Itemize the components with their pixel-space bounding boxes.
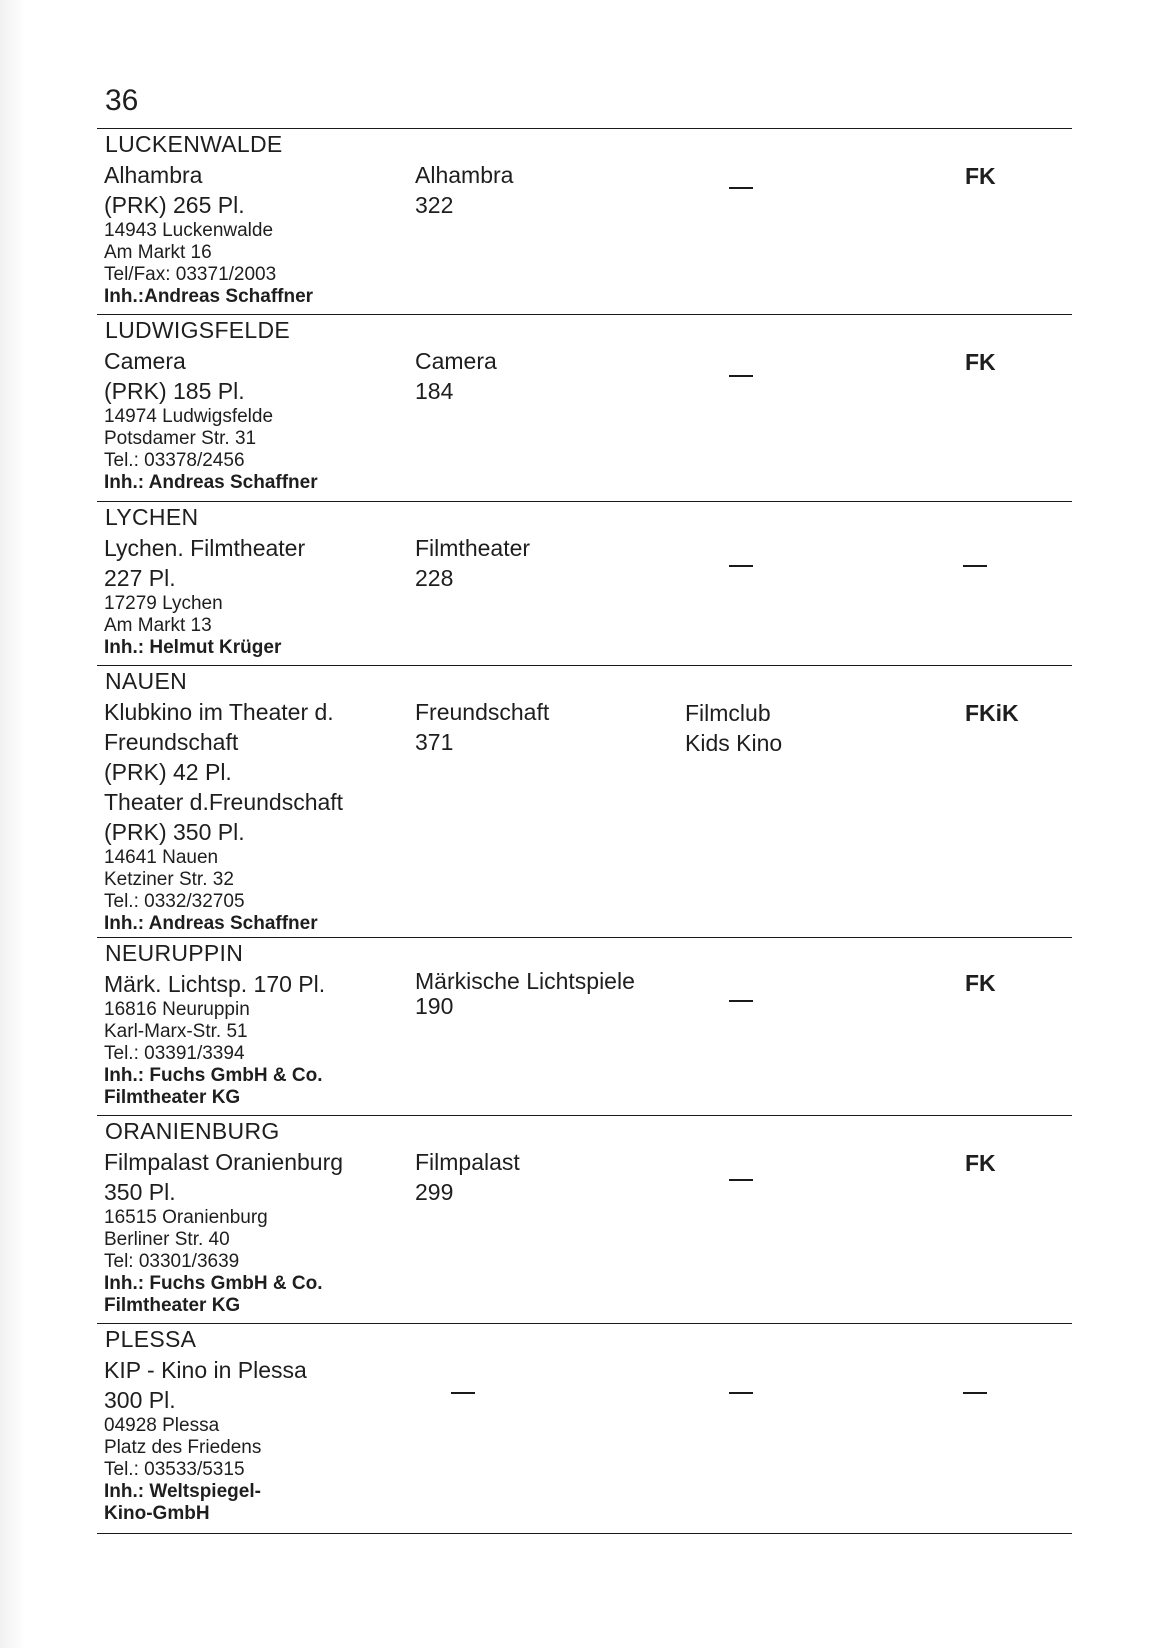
- empty-dash: [451, 1392, 475, 1394]
- cinema-entry: [97, 1324, 1072, 1534]
- address-line: Tel.: 0332/32705: [104, 891, 245, 912]
- cinema-name-line: 227 Pl.: [104, 565, 176, 591]
- owner-line: Inh.:Andreas Schaffner: [104, 286, 314, 307]
- owner-line: Inh.: Andreas Schaffner: [104, 913, 318, 934]
- col2-line: Filmpalast: [415, 1149, 520, 1175]
- city-name: LUDWIGSFELDE: [105, 317, 291, 343]
- city-name: ORANIENBURG: [105, 1118, 280, 1144]
- address-line: 16816 Neuruppin: [104, 999, 250, 1020]
- col2-line: Camera: [415, 348, 497, 374]
- column-2: [415, 160, 513, 220]
- category-code: FK: [965, 163, 996, 189]
- cinema-name-line: Alhambra: [104, 162, 203, 188]
- address-line: Platz des Friedens: [104, 1437, 262, 1458]
- category-code: FK: [965, 970, 996, 996]
- owner-line: Inh.: Andreas Schaffner: [104, 472, 318, 493]
- cinema-details: [104, 160, 404, 308]
- address-line: 17279 Lychen: [104, 593, 223, 614]
- col2-line: 299: [415, 1179, 454, 1205]
- cinema-name-line: Camera: [104, 348, 186, 374]
- address-line: Tel.: 03378/2456: [104, 450, 245, 471]
- col2-line: Märkische Lichtspiele: [415, 968, 635, 994]
- address-line: Karl-Marx-Str. 51: [104, 1021, 248, 1042]
- address-line: 16515 Oranienburg: [104, 1207, 268, 1228]
- cinema-name-line: Klubkino im Theater d.: [104, 699, 334, 725]
- address-line: Am Markt 13: [104, 615, 212, 636]
- address-line: 14641 Nauen: [104, 847, 219, 868]
- cinema-details: [104, 1147, 404, 1317]
- col2-line: 322: [415, 192, 454, 218]
- category-code: FKiK: [965, 700, 1019, 726]
- cinema-entry: [97, 315, 1072, 502]
- cinema-details: [104, 533, 404, 659]
- column-2: [415, 533, 530, 593]
- empty-dash: [963, 1392, 987, 1394]
- column-2: [415, 969, 635, 1019]
- address-line: Tel/Fax: 03371/2003: [104, 264, 277, 285]
- cinema-name-line: (PRK) 185 Pl.: [104, 378, 245, 404]
- cinema-name-line: (PRK) 265 Pl.: [104, 192, 245, 218]
- cinema-name-line: Freundschaft: [104, 729, 239, 755]
- empty-dash: [729, 375, 753, 377]
- address-line: Ketziner Str. 32: [104, 869, 234, 890]
- col2-line: 184: [415, 378, 454, 404]
- cinema-entry: [97, 1116, 1072, 1324]
- page-number: 36: [105, 84, 139, 117]
- owner-line: Inh.: Fuchs GmbH & Co.: [104, 1065, 323, 1086]
- col2-line: 371: [415, 729, 454, 755]
- category-code: FK: [965, 1150, 996, 1176]
- col2-line: 190: [415, 993, 454, 1019]
- cinema-details: [104, 697, 404, 935]
- address-line: 14974 Ludwigsfelde: [104, 406, 274, 427]
- address-line: Potsdamer Str. 31: [104, 428, 257, 449]
- address-line: Am Markt 16: [104, 242, 212, 263]
- city-name: LYCHEN: [105, 504, 199, 530]
- owner-line: Kino-GmbH: [104, 1503, 210, 1524]
- scan-edge-shadow: [0, 0, 26, 1648]
- city-name: PLESSA: [105, 1326, 197, 1352]
- cinema-name-line: Theater d.Freundschaft: [104, 789, 344, 815]
- cinema-details: [104, 346, 404, 494]
- col2-line: Freundschaft: [415, 699, 550, 725]
- owner-line: Filmtheater KG: [104, 1295, 241, 1316]
- col2-line: 228: [415, 565, 454, 591]
- cinema-details: [104, 1355, 404, 1525]
- col3-line: Filmclub: [685, 700, 771, 726]
- cinema-entry: [97, 666, 1072, 938]
- empty-dash: [729, 1000, 753, 1002]
- address-line: Tel.: 03391/3394: [104, 1043, 245, 1064]
- city-name: NAUEN: [105, 668, 188, 694]
- cinema-name-line: 350 Pl.: [104, 1179, 176, 1205]
- column-3: [685, 698, 782, 758]
- cinema-name-line: Filmpalast Oranienburg: [104, 1149, 344, 1175]
- cinema-name-line: 300 Pl.: [104, 1387, 176, 1413]
- cinema-name-line: (PRK) 350 Pl.: [104, 819, 245, 845]
- cinema-name-line: KIP - Kino in Plessa: [104, 1357, 307, 1383]
- cinema-name-line: (PRK) 42 Pl.: [104, 759, 232, 785]
- address-line: 04928 Plessa: [104, 1415, 220, 1436]
- empty-dash: [729, 1179, 753, 1181]
- address-line: 14943 Luckenwalde: [104, 220, 274, 241]
- cinema-name-line: Lychen. Filmtheater: [104, 535, 306, 561]
- cinema-name-line: Märk. Lichtsp. 170 Pl.: [104, 971, 326, 997]
- owner-line: Inh.: Helmut Krüger: [104, 637, 282, 658]
- column-2: [415, 1147, 520, 1207]
- address-line: Tel.: 03533/5315: [104, 1459, 245, 1480]
- empty-dash: [729, 565, 753, 567]
- column-2: [415, 346, 497, 406]
- category-code: FK: [965, 349, 996, 375]
- empty-dash: [963, 565, 987, 567]
- column-2: [415, 697, 549, 757]
- cinema-entry: [97, 938, 1072, 1116]
- owner-line: Inh.: Weltspiegel-: [104, 1481, 261, 1502]
- address-line: Tel: 03301/3639: [104, 1251, 240, 1272]
- owner-line: Filmtheater KG: [104, 1087, 241, 1108]
- address-line: Berliner Str. 40: [104, 1229, 230, 1250]
- empty-dash: [729, 187, 753, 189]
- cinema-entry: [97, 128, 1072, 315]
- city-name: NEURUPPIN: [105, 940, 244, 966]
- empty-dash: [729, 1392, 753, 1394]
- col3-line: Kids Kino: [685, 730, 783, 756]
- cinema-entry: [97, 502, 1072, 666]
- col2-line: Filmtheater: [415, 535, 531, 561]
- owner-line: Inh.: Fuchs GmbH & Co.: [104, 1273, 323, 1294]
- cinema-details: [104, 969, 404, 1109]
- city-name: LUCKENWALDE: [105, 131, 283, 157]
- col2-line: Alhambra: [415, 162, 514, 188]
